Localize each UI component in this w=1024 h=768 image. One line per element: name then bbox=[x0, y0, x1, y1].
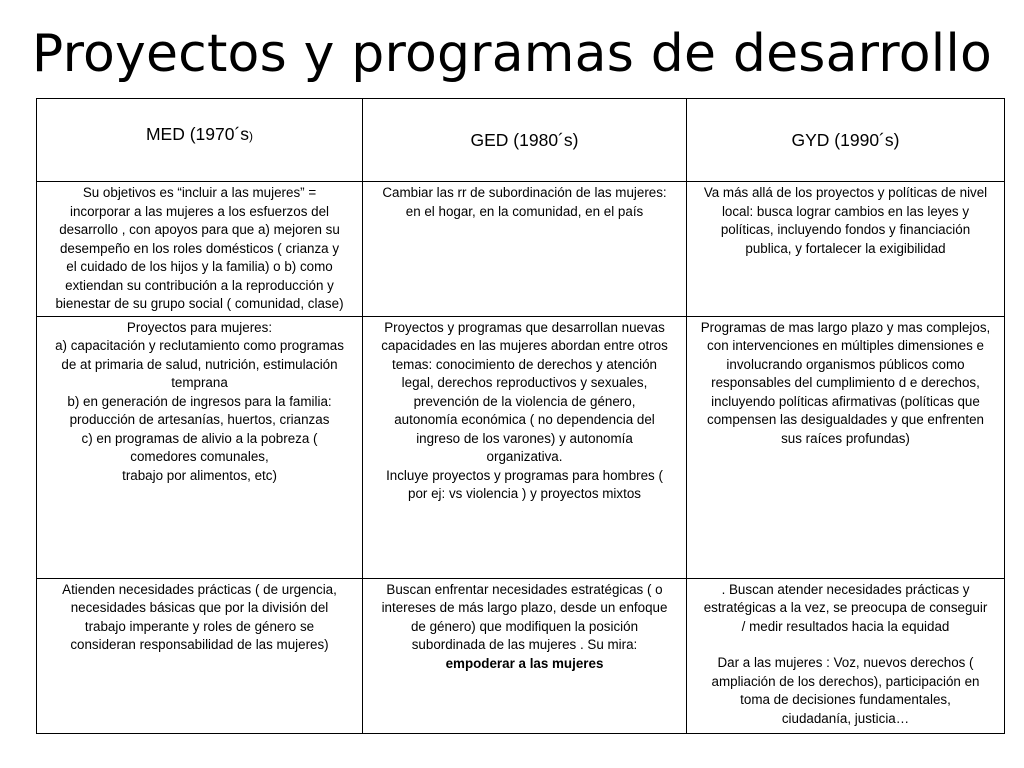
text-line: local: busca lograr cambios en las leyes y bbox=[721, 203, 970, 219]
gyd-needs-extra bbox=[693, 654, 998, 728]
text-line: temprana bbox=[171, 375, 228, 390]
text-line: sus raíces profundas) bbox=[781, 430, 910, 446]
text-line: Va más allá de los proyectos y políticas de nivel bbox=[703, 185, 988, 200]
text-line: Atienden necesidades prácticas ( de urgencia, bbox=[62, 581, 337, 597]
text-line: ampliación de los derechos), participación en bbox=[711, 673, 980, 689]
text-line: / medir resultados hacia la equidad bbox=[741, 618, 950, 634]
text-line: políticas, incluyendo fondos y financiación bbox=[720, 222, 971, 237]
text-line: Proyectos para mujeres: bbox=[126, 319, 273, 335]
header-gyd-label: GYD (1990´s) bbox=[791, 130, 900, 150]
header-med-label: MED (1970´s bbox=[145, 124, 250, 144]
text-line: de at primaria de salud, nutrición, estimulación bbox=[61, 356, 338, 372]
cell-med-needs bbox=[37, 578, 363, 733]
text-line: capacidades en las mujeres abordan entre otros bbox=[381, 338, 668, 353]
text-line: c) en programas de alivio a la pobreza ( bbox=[81, 430, 318, 446]
text-line: incorporar a las mujeres a los esfuerzos del bbox=[69, 203, 329, 219]
text-line: temas: conocimiento de derechos y atención bbox=[392, 356, 657, 372]
text-line: organizativa. bbox=[486, 449, 563, 464]
text-line: necesidades básicas que por la división del bbox=[70, 600, 329, 615]
text-line: en el hogar, en la comunidad, en el país bbox=[405, 203, 644, 219]
text-line: comedores comunales, bbox=[130, 449, 269, 464]
text-line: compensen las desigualdades y que enfrenten bbox=[707, 412, 984, 427]
cell-med-objectives bbox=[37, 182, 363, 317]
cell-ged-programs bbox=[363, 316, 687, 578]
text-line: involucrando organismos públicos como bbox=[726, 356, 965, 372]
text-line: publica, y fortalecer la exigibilidad bbox=[745, 240, 946, 256]
slide-title: Proyectos y programas de desarrollo bbox=[31, 24, 993, 84]
text-line: Proyectos y programas que desarrollan nuevas bbox=[384, 319, 665, 335]
header-ged bbox=[363, 99, 687, 182]
text-line: de género) que modifiquen la posición bbox=[410, 618, 639, 634]
text-line: . Buscan atender necesidades prácticas y bbox=[721, 581, 970, 597]
cell-med-programs bbox=[37, 316, 363, 578]
header-med-suffix: ) bbox=[249, 129, 254, 143]
text-line: Incluye proyectos y programas para hombres ( bbox=[386, 467, 663, 483]
text-line: extiendan su contribución a la reproducción y bbox=[65, 277, 334, 293]
comparison-table bbox=[36, 98, 1005, 734]
paragraph-gap bbox=[693, 636, 998, 654]
header-med bbox=[37, 99, 363, 182]
text-line: desempeño en los roles domésticos ( crianza y bbox=[59, 240, 340, 256]
text-line: estratégicas a la vez, se preocupa de conseguir bbox=[703, 600, 988, 615]
text-line: autonomía económica ( no dependencia del bbox=[394, 412, 655, 427]
table-row-objectives bbox=[37, 182, 1005, 317]
cell-ged-objectives bbox=[363, 182, 687, 317]
text-line: toma de decisiones fundamentales, bbox=[740, 692, 951, 707]
text-line: bienestar de su grupo social ( comunidad, clase) bbox=[55, 296, 344, 311]
gyd-needs-text bbox=[693, 581, 998, 637]
text-line: prevención de la violencia de género, bbox=[413, 393, 636, 409]
text-line: subordinada de las mujeres . Su mira: bbox=[411, 637, 638, 652]
text-line: ingreso de los varones) y autonomía bbox=[416, 430, 633, 446]
text-line: intereses de más largo plazo, desde un enfoque bbox=[381, 600, 668, 615]
text-line: legal, derechos reproductivos y sexuales, bbox=[401, 375, 648, 390]
text-line: con intervenciones en múltiples dimensiones e bbox=[707, 338, 984, 353]
text-line: incluyendo políticas afirmativas (políticas que bbox=[711, 393, 980, 409]
text-line: Buscan enfrentar necesidades estratégicas ( o bbox=[386, 581, 663, 597]
text-line: desarrollo , con apoyos para que a) mejoren su bbox=[59, 222, 340, 237]
text-line: b) en generación de ingresos para la familia: bbox=[67, 393, 332, 409]
text-line: ciudadanía, justicia… bbox=[781, 710, 910, 726]
text-line: trabajo por alimentos, etc) bbox=[122, 467, 277, 483]
ged-needs-emphasis: empoderar a las mujeres bbox=[445, 655, 604, 671]
ged-needs-text bbox=[369, 581, 680, 655]
text-line: Cambiar las rr de subordinación de las mujeres: bbox=[382, 185, 667, 200]
text-line: Su objetivos es “incluir a las mujeres” = bbox=[82, 185, 317, 200]
text-line: a) capacitación y reclutamiento como programas bbox=[55, 338, 344, 353]
text-line: por ej: vs violencia ) y proyectos mixtos bbox=[408, 486, 641, 501]
text-line: producción de artesanías, huertos, crianzas bbox=[69, 412, 330, 427]
table-row-needs bbox=[37, 578, 1005, 733]
cell-gyd-programs bbox=[687, 316, 1005, 578]
text-line: el cuidado de los hijos y la familia) o b) como bbox=[66, 259, 333, 274]
cell-gyd-needs bbox=[687, 578, 1005, 733]
header-ged-label: GED (1980´s) bbox=[470, 130, 579, 150]
cell-gyd-objectives bbox=[687, 182, 1005, 317]
text-line: Programas de mas largo plazo y mas complejos, bbox=[700, 319, 991, 335]
text-line: trabajo imperante y roles de género se bbox=[84, 618, 315, 634]
table-row-programs bbox=[37, 316, 1005, 578]
text-line: responsables del cumplimiento d e derechos, bbox=[711, 375, 980, 390]
text-line: consideran responsabilidad de las mujeres) bbox=[70, 637, 329, 652]
table-header-row bbox=[37, 99, 1005, 182]
cell-ged-needs bbox=[363, 578, 687, 733]
header-gyd bbox=[687, 99, 1005, 182]
text-line: Dar a las mujeres : Voz, nuevos derechos ( bbox=[717, 655, 974, 670]
